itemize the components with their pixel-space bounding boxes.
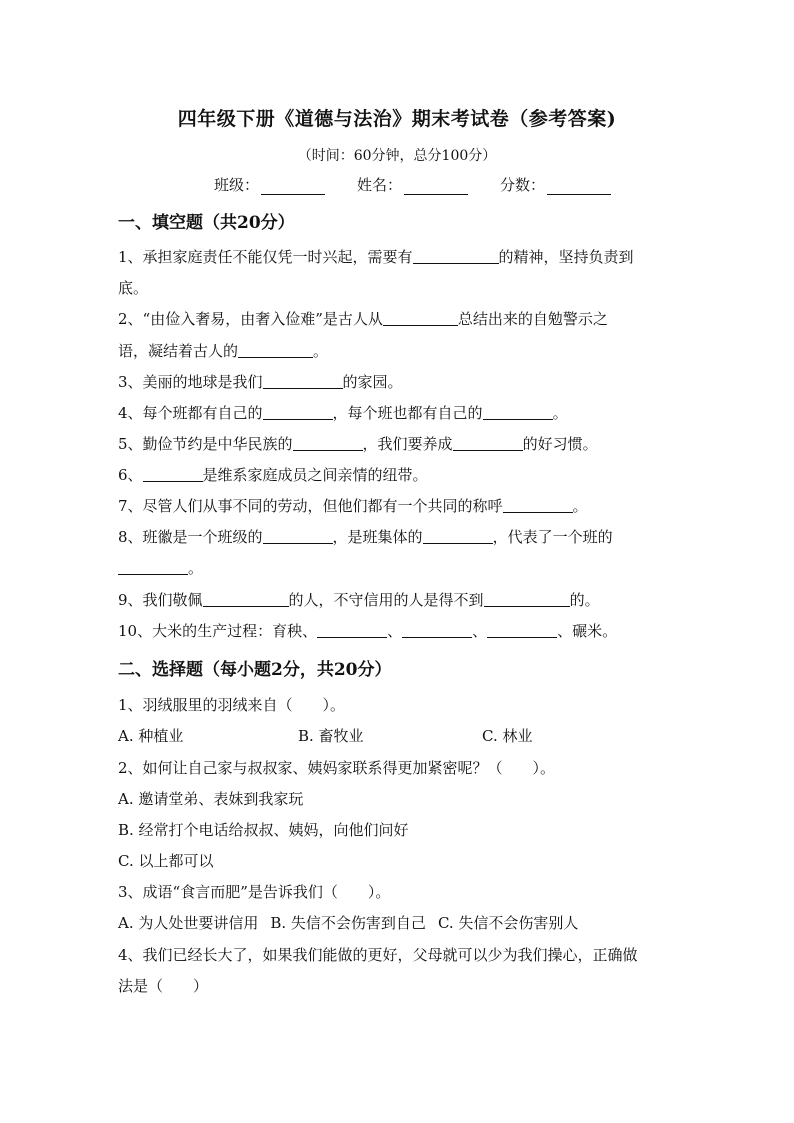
name-blank bbox=[404, 179, 468, 195]
answer-blank bbox=[413, 247, 499, 264]
answer-blank bbox=[503, 496, 573, 513]
name-label: 姓名： bbox=[357, 176, 403, 194]
answer-blank bbox=[143, 465, 203, 482]
mc-question-1-options bbox=[118, 721, 678, 752]
option-b[interactable]: B. 畜牧业 bbox=[298, 727, 364, 745]
mc-question-4-cont: 法是（ ） bbox=[118, 977, 209, 995]
page-title: 四年级下册《道德与法治》期末考试卷（参考答案) bbox=[177, 108, 617, 130]
answer-blank bbox=[487, 621, 557, 638]
score-label: 分数： bbox=[500, 176, 546, 194]
mc-question-2: 2、如何让自己家与叔叔家、姨妈家联系得更加紧密呢？（ ）。 bbox=[118, 759, 556, 777]
answer-blank bbox=[293, 434, 363, 451]
name-field bbox=[357, 174, 468, 195]
option-b[interactable]: B. 经常打个电话给叔叔、姨妈，向他们问好 bbox=[118, 821, 409, 839]
question-8: 8、班徽是一个班级的 ，是班集体的 ，代表了一个班的 bbox=[118, 528, 613, 546]
class-field bbox=[214, 174, 325, 195]
question-5: 5、勤俭节约是中华民族的 ，我们要养成 的好习惯。 bbox=[118, 435, 598, 453]
option-c[interactable]: C. 林业 bbox=[482, 727, 533, 745]
question-9: 9、我们敬佩 的人，不守信用的人是得不到 的。 bbox=[118, 591, 600, 609]
option-b[interactable]: B. 失信不会伤害到自己 bbox=[270, 914, 426, 932]
answer-blank bbox=[483, 403, 553, 420]
class-label: 班级： bbox=[214, 176, 260, 194]
option-c[interactable]: C. 以上都可以 bbox=[118, 852, 214, 870]
answer-blank bbox=[423, 527, 493, 544]
option-a[interactable]: A. 种植业 bbox=[118, 727, 184, 745]
class-blank bbox=[261, 179, 325, 195]
answer-blank bbox=[383, 309, 458, 326]
section-heading-multiple-choice: 二、选择题（每小题2分，共20分） bbox=[118, 660, 392, 680]
student-info-row bbox=[214, 174, 611, 195]
question-1: 1、承担家庭责任不能仅凭一时兴起，需要有 的精神，坚持负责到 bbox=[118, 248, 634, 266]
question-2: 2、“由俭入奢易，由奢入俭难”是古人从 总结出来的自勉警示之 bbox=[118, 310, 608, 328]
answer-blank bbox=[203, 590, 289, 607]
question-4: 4、每个班都有自己的 ，每个班也都有自己的 。 bbox=[118, 404, 568, 422]
mc-question-3: 3、成语“食言而肥”是告诉我们（ ）。 bbox=[118, 883, 391, 901]
section-heading-fill-blank: 一、填空题（共20分） bbox=[118, 213, 295, 233]
score-field bbox=[500, 174, 611, 195]
option-c[interactable]: C. 失信不会伤害别人 bbox=[437, 914, 579, 932]
question-6: 6、 是维系家庭成员之间亲情的纽带。 bbox=[118, 466, 428, 484]
exam-subtitle: （时间：60分钟，总分100分） bbox=[297, 148, 497, 164]
question-7: 7、尽管人们从事不同的劳动，但他们都有一个共同的称呼 。 bbox=[118, 497, 588, 515]
question-10: 10、大米的生产过程：育秧、 、 、 、碾米。 bbox=[118, 622, 618, 640]
answer-blank bbox=[317, 621, 387, 638]
answer-blank bbox=[263, 403, 333, 420]
question-3: 3、美丽的地球是我们 的家园。 bbox=[118, 373, 403, 391]
answer-blank bbox=[238, 341, 313, 358]
option-a[interactable]: A. 邀请堂弟、表妹到我家玩 bbox=[118, 790, 304, 808]
mc-question-3-options bbox=[118, 908, 678, 939]
mc-question-1: 1、羽绒服里的羽绒来自（ ）。 bbox=[118, 696, 346, 714]
answer-blank bbox=[402, 621, 472, 638]
question-1-cont: 底。 bbox=[118, 279, 149, 297]
question-2-cont: 语，凝结着古人的 。 bbox=[118, 342, 329, 360]
option-a[interactable]: A. 为人处世要讲信用 bbox=[118, 914, 259, 932]
mc-question-4: 4、我们已经长大了，如果我们能做的更好，父母就可以少为我们操心，正确做 bbox=[118, 946, 638, 964]
score-blank bbox=[547, 179, 611, 195]
answer-blank bbox=[453, 434, 523, 451]
answer-blank bbox=[484, 590, 570, 607]
answer-blank bbox=[263, 527, 333, 544]
answer-blank bbox=[118, 558, 188, 575]
answer-blank bbox=[263, 372, 343, 389]
question-8-cont: 。 bbox=[118, 553, 678, 584]
